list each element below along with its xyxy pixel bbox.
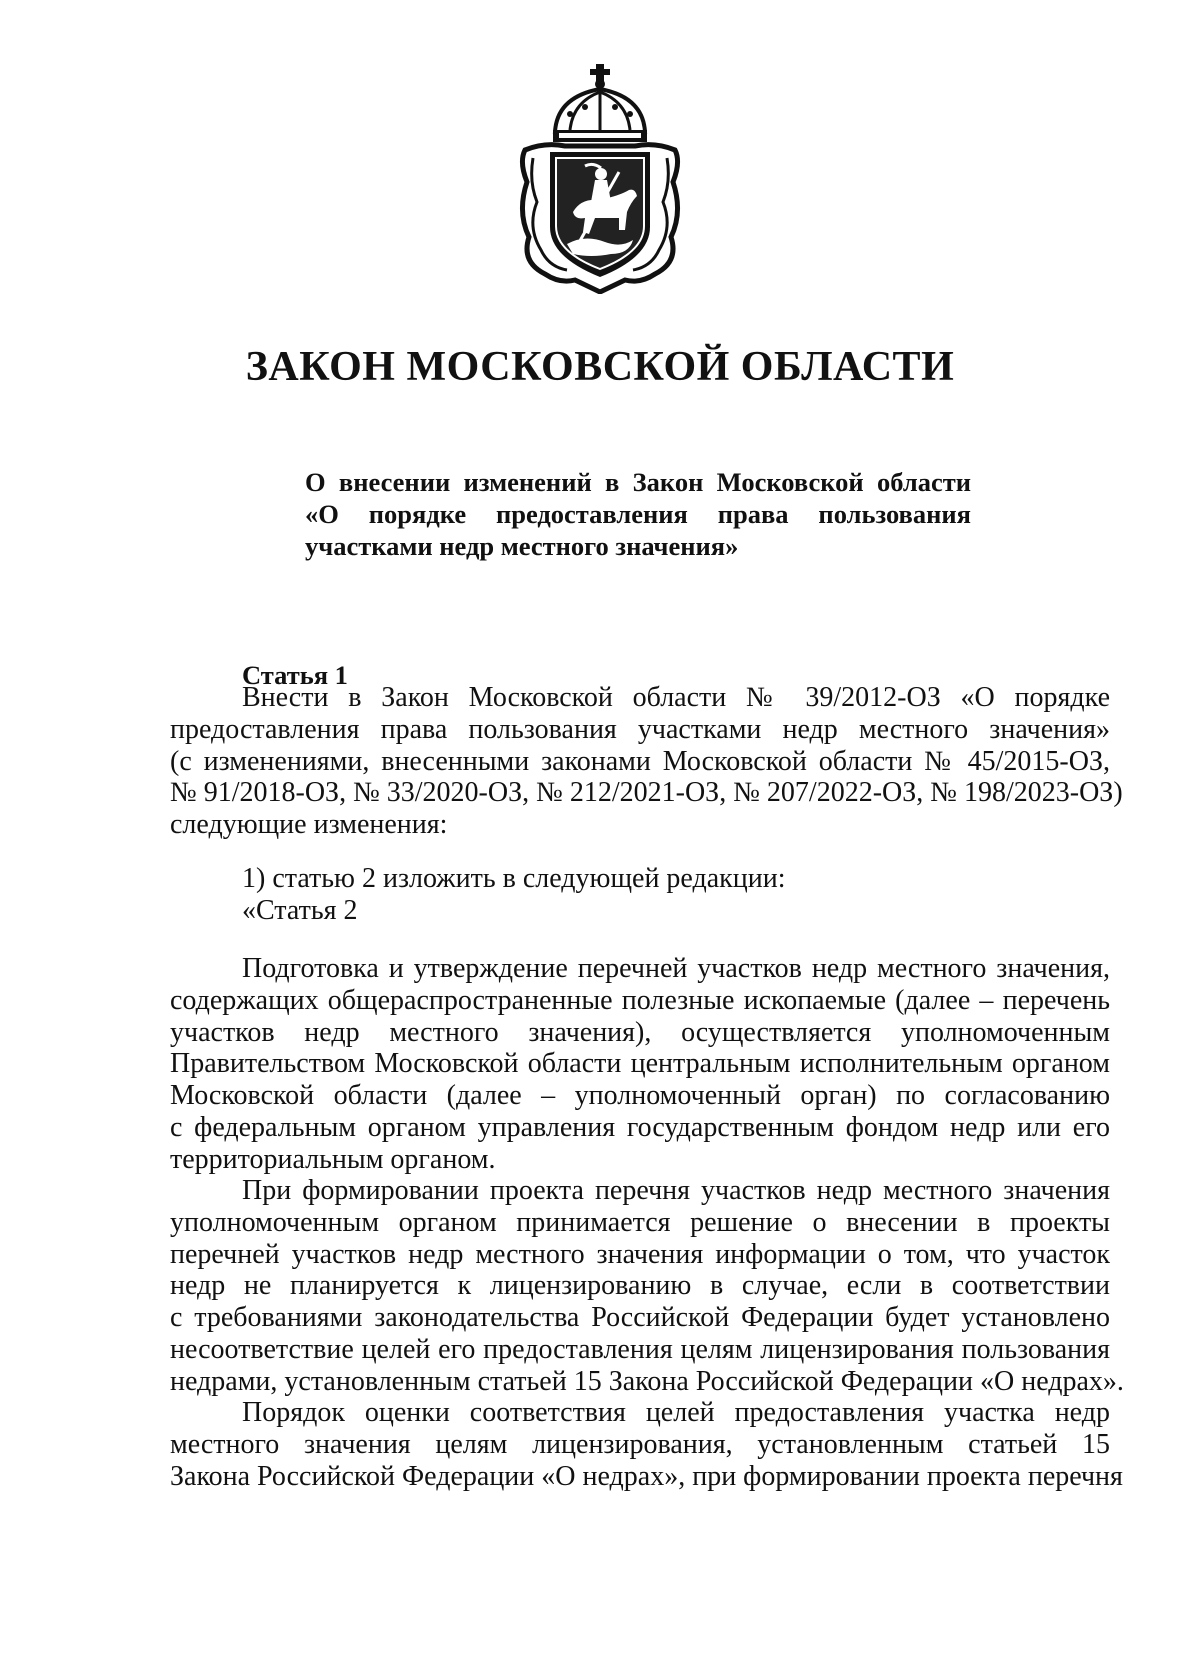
text-line: Правительством Московской области центральным исполнительным органом bbox=[170, 1048, 1110, 1080]
text-line: местного значения целям лицензирования, установленным статьей 15 bbox=[170, 1428, 1110, 1460]
text-line: участков недр местного значения), осуществляется уполномоченным bbox=[170, 1016, 1110, 1048]
text-line: недр не планируется к лицензированию в случае, если в соответствии bbox=[170, 1270, 1110, 1302]
list-item-1 bbox=[170, 863, 1110, 927]
text-line: территориальным органом. bbox=[170, 1143, 496, 1175]
text-line: Порядок оценки соответствия целей предоставления участка недр bbox=[242, 1397, 1110, 1428]
text-line: (с изменениями, внесенными законами Московской области № 45/2015-ОЗ, bbox=[170, 745, 1110, 777]
subtitle-line: «О порядке предоставления права пользования bbox=[305, 499, 971, 529]
text-line: 1) статью 2 изложить в следующей редакции: bbox=[242, 863, 786, 894]
page-title: ЗАКОН МОСКОВСКОЙ ОБЛАСТИ bbox=[245, 344, 955, 390]
text-line: следующие изменения: bbox=[170, 809, 448, 841]
document-subtitle bbox=[305, 466, 971, 562]
text-line: «Статья 2 bbox=[242, 894, 358, 926]
text-line: № 91/2018-ОЗ, № 33/2020-ОЗ, № 212/2021-ОЗ, № 207/2022-ОЗ, № 198/2023-ОЗ) bbox=[170, 777, 1123, 809]
text-line: уполномоченным органом принимается решение о внесении в проекты bbox=[170, 1206, 1110, 1238]
text-line: недрами, установленным статьей 15 Закона Российской Федерации «О недрах». bbox=[170, 1365, 1124, 1397]
subtitle-line: О внесении изменений в Закон Московской области bbox=[305, 467, 971, 497]
text-line: с требованиями законодательства Российской Федерации будет установлено bbox=[170, 1302, 1110, 1334]
text-line: несоответствие целей его предоставления целям лицензирования пользования bbox=[170, 1333, 1110, 1365]
paragraph-article2-1 bbox=[170, 953, 1110, 1176]
text-line: Закона Российской Федерации «О недрах», при формировании проекта перечня bbox=[170, 1460, 1123, 1492]
paragraph-article2-3 bbox=[170, 1397, 1123, 1492]
text-line: перечней участков недр местного значения информации о том, что участок bbox=[170, 1238, 1110, 1270]
article-heading: Статья 1 bbox=[242, 660, 348, 690]
text-line: Внести в Закон Московской области № 39/2012-ОЗ «О порядке bbox=[242, 682, 1110, 713]
text-line: Московской области (далее – уполномоченный орган) по согласованию bbox=[170, 1080, 1110, 1112]
text-line: При формировании проекта перечня участков недр местного значения bbox=[242, 1175, 1110, 1206]
moscow-oblast-coat-of-arms-icon bbox=[515, 62, 685, 294]
paragraph-amendment-intro bbox=[170, 682, 1123, 841]
text-line: с федеральным органом управления государственным фондом недр или его bbox=[170, 1111, 1110, 1143]
text-line: Подготовка и утверждение перечней участков недр местного значения, bbox=[242, 953, 1110, 984]
text-line: содержащих общераспространенные полезные ископаемые (далее – перечень bbox=[170, 984, 1110, 1016]
subtitle-line: участками недр местного значения» bbox=[305, 531, 739, 561]
text-line: предоставления права пользования участками недр местного значения» bbox=[170, 713, 1110, 745]
paragraph-article2-2 bbox=[170, 1175, 1124, 1398]
